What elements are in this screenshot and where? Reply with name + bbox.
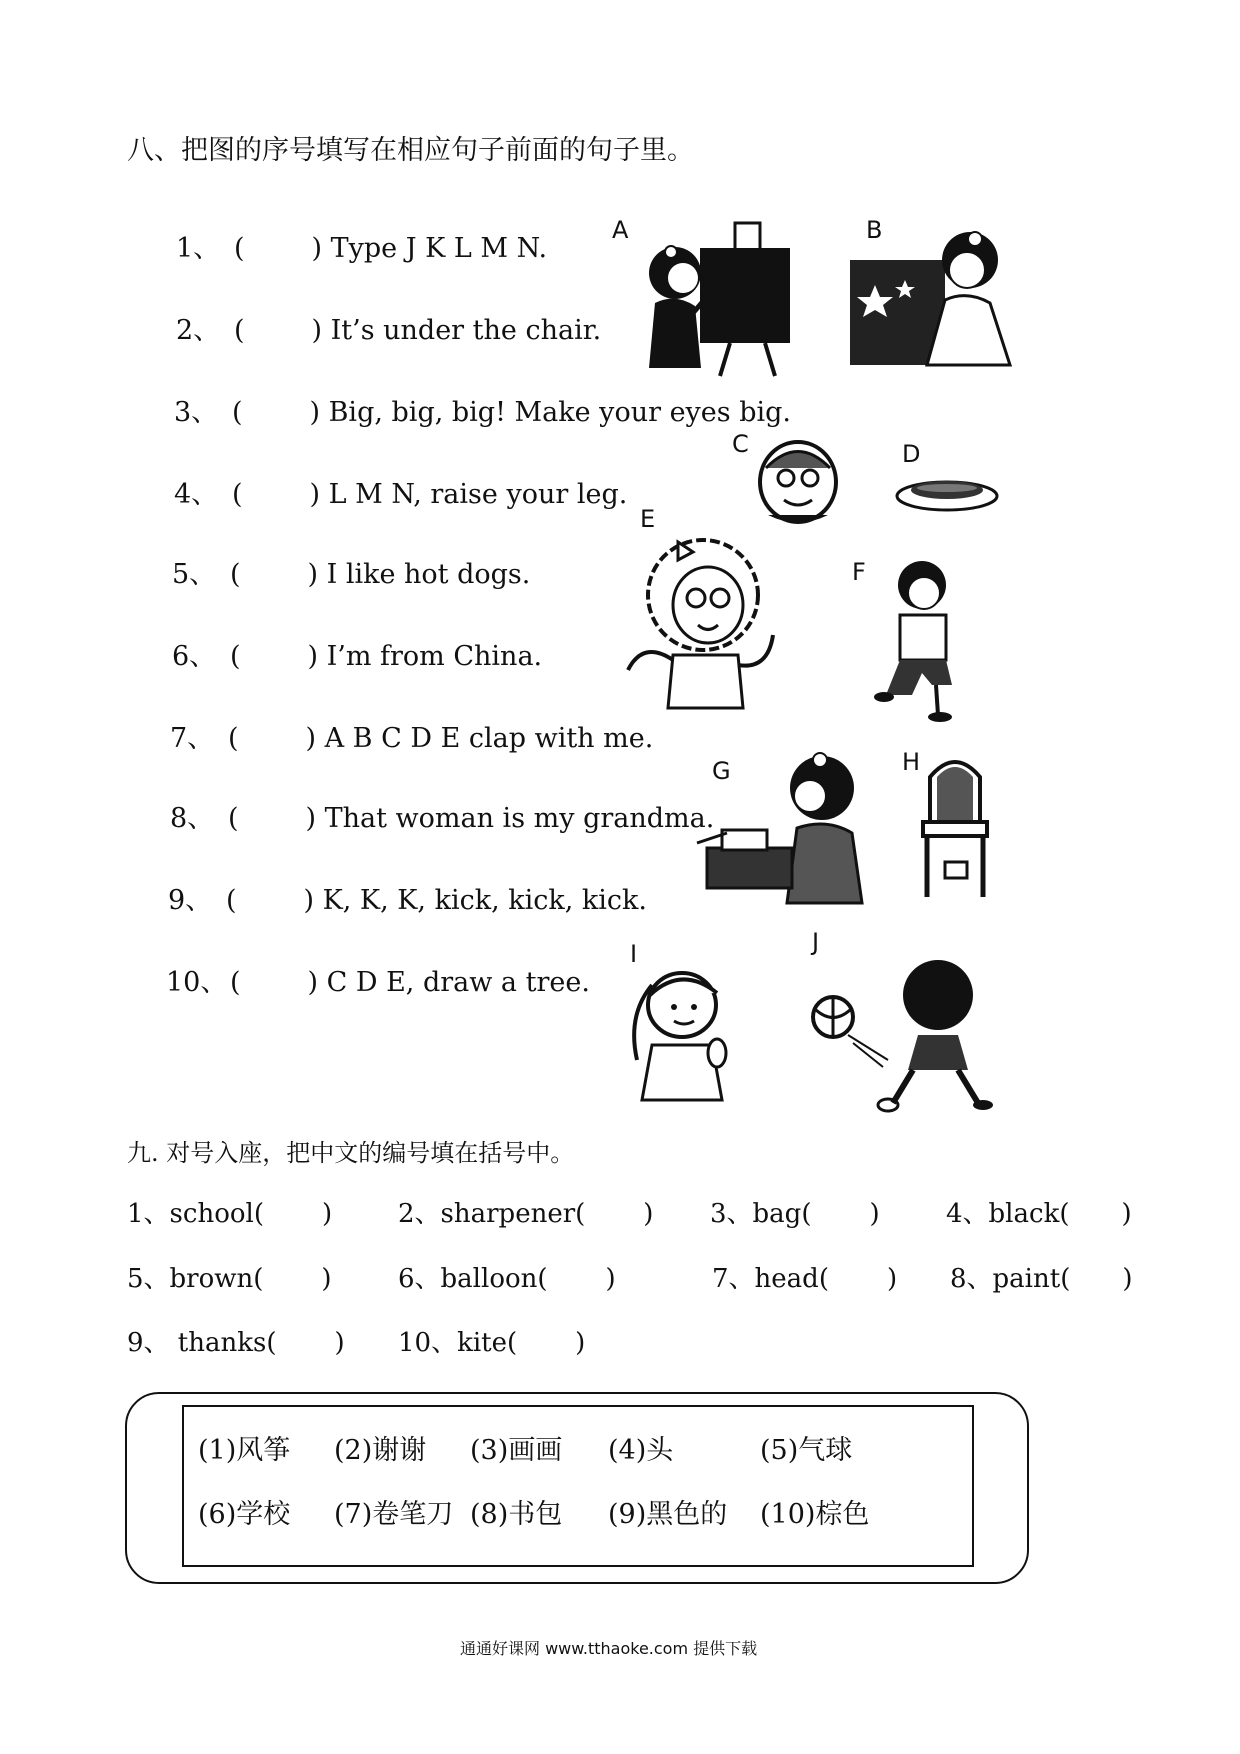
picture-letter-g: G — [712, 757, 731, 785]
girl-clapping-icon — [612, 965, 742, 1105]
option-4: (4)头 — [608, 1435, 674, 1466]
question-3: 3、 ( ) Big, big, big! Make your eyes big. — [174, 397, 792, 428]
answer-blank-1[interactable]: ( — [234, 233, 245, 264]
picture-letter-f: F — [852, 558, 866, 586]
girl-with-chinese-flag-icon — [845, 225, 1020, 375]
match-item-4: 4、black( ) — [946, 1199, 1132, 1229]
match-item-9: 9、 thanks( ) — [127, 1328, 345, 1358]
answer-blank-8[interactable]: ( — [228, 803, 239, 834]
option-7: (7)卷笔刀 — [334, 1499, 454, 1530]
picture-letter-j: J — [812, 928, 820, 956]
question-4: 4、 ( ) L M N, raise your leg. — [174, 479, 628, 510]
question-6: 6、 ( ) I’m from China. — [172, 641, 543, 672]
match-item-8: 8、paint( ) — [950, 1264, 1133, 1294]
footer-credit: 通通好课网 www.tthaoke.com 提供下载 — [460, 1639, 758, 1658]
curly-hair-girl-waving-icon — [618, 530, 788, 710]
answer-blank-2[interactable]: ( — [234, 315, 245, 346]
chair-icon — [915, 752, 995, 902]
grandma-face-icon — [748, 430, 848, 530]
answer-blank-3[interactable]: ( — [232, 397, 243, 428]
match-item-3: 3、bag( ) — [710, 1199, 880, 1229]
picture-letter-h: H — [902, 748, 921, 776]
question-10: 10、( ) C D E, draw a tree. — [166, 967, 590, 998]
answer-blank-9[interactable]: ( — [226, 885, 237, 916]
option-6: (6)学校 — [198, 1499, 291, 1530]
question-8: 8、 ( ) That woman is my grandma. — [170, 803, 715, 834]
answer-blank-5[interactable]: ( — [230, 559, 241, 590]
match-item-1: 1、school( ) — [127, 1199, 333, 1229]
girl-drawing-on-easel-icon — [635, 218, 805, 378]
option-10: (10)棕色 — [760, 1499, 870, 1530]
match-item-6: 6、balloon( ) — [398, 1264, 616, 1294]
answer-blank-10[interactable]: ( — [230, 967, 241, 998]
picture-letter-a: A — [612, 216, 629, 244]
match-item-10: 10、kite( ) — [398, 1328, 586, 1358]
girl-typing-icon — [692, 748, 872, 908]
option-1: (1)风筝 — [198, 1435, 291, 1466]
picture-letter-d: D — [902, 440, 921, 468]
answer-blank-7[interactable]: ( — [228, 723, 239, 754]
question-2: 2、 ( ) It’s under the chair. — [176, 315, 602, 346]
answer-blank-6[interactable]: ( — [230, 641, 241, 672]
hot-dog-plate-icon — [895, 468, 1000, 513]
picture-letter-e: E — [640, 505, 656, 533]
question-5: 5、 ( ) I like hot dogs. — [172, 559, 531, 590]
option-9: (9)黑色的 — [608, 1499, 728, 1530]
option-5: (5)气球 — [760, 1435, 853, 1466]
option-2: (2)谢谢 — [334, 1435, 427, 1466]
boy-kicking-ball-icon — [808, 955, 1008, 1115]
option-8: (8)书包 — [470, 1499, 563, 1530]
match-item-5: 5、brown( ) — [127, 1264, 332, 1294]
match-item-7: 7、head( ) — [712, 1264, 898, 1294]
boy-raising-leg-icon — [872, 555, 972, 725]
picture-letter-b: B — [866, 216, 883, 244]
options-inner-frame — [182, 1405, 974, 1567]
section-9-title: 九. 对号入座，把中文的编号填在括号中。 — [127, 1139, 575, 1167]
section-8-title: 八、把图的序号填写在相应句子前面的句子里。 — [127, 135, 694, 166]
match-item-2: 2、sharpener( ) — [398, 1199, 654, 1229]
question-1: 1、 ( ) Type J K L M N. — [176, 233, 548, 264]
picture-letter-c: C — [732, 430, 749, 458]
answer-blank-4[interactable]: ( — [232, 479, 243, 510]
picture-letter-i: I — [630, 940, 638, 968]
option-3: (3)画画 — [470, 1435, 563, 1466]
question-9: 9、 ( ) K, K, K, kick, kick, kick. — [168, 885, 647, 916]
question-7: 7、 ( ) A B C D E clap with me. — [170, 723, 654, 754]
